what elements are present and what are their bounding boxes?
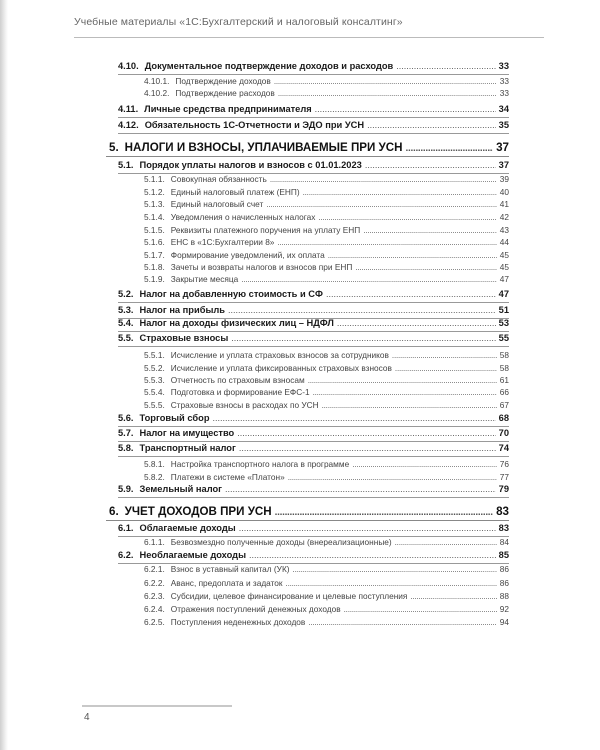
toc-separator-rule (118, 331, 509, 332)
toc-entry-title: Настройка транспортного налога в программе (170, 459, 350, 469)
toc-section-entry (118, 318, 509, 328)
toc-entry-title: Безвозмездно полученные доходы (внереализационные) (170, 537, 392, 547)
toc-subsection-entry (144, 350, 509, 360)
toc-entry-title: Транспортный налог (139, 443, 236, 453)
toc-subsection-entry (144, 604, 509, 614)
toc-leader-dots (308, 376, 497, 385)
toc-entry-page: 43 (499, 225, 509, 235)
toc-subsection-entry (144, 400, 509, 410)
toc-entry-page: 67 (499, 400, 509, 410)
toc-entry-title: Подтверждение доходов (175, 76, 271, 86)
toc-entry-title: Формирование уведомлений, их оплата (170, 250, 325, 260)
toc-section-entry (118, 428, 509, 438)
toc-subsection-entry (144, 212, 509, 222)
toc-subsection-entry (144, 174, 509, 184)
toc-entry-page: 45 (499, 262, 509, 272)
toc-entry-number: 5.4. (118, 318, 134, 328)
toc-entry-number: 5.8.1. (144, 459, 165, 469)
toc-entry-title: Подтверждение расходов (175, 88, 275, 98)
toc-leader-dots (328, 251, 497, 260)
toc-entry-page: 37 (496, 141, 509, 154)
toc-entry-number: 5.5.4. (144, 387, 165, 397)
toc-section-entry (118, 160, 509, 170)
toc-section-entry (118, 484, 509, 494)
toc-leader-dots (293, 565, 497, 574)
toc-subsection-entry (144, 187, 509, 197)
toc-entry-page: 79 (498, 484, 509, 494)
toc-entry-title: Налог на добавленную стоимость и СФ (139, 289, 323, 299)
toc-entry-number: 5. (109, 141, 119, 154)
toc-subsection-entry (144, 578, 509, 588)
toc-leader-dots (266, 200, 496, 209)
toc-entry-number: 4.10. (118, 61, 139, 71)
footer-rule (82, 705, 232, 707)
toc-entry-number: 6.1. (118, 523, 134, 533)
toc-entry-number: 6.2.4. (144, 604, 165, 614)
toc-leader-dots (396, 61, 495, 71)
toc-section-entry (118, 305, 509, 315)
toc-leader-dots (395, 538, 497, 547)
toc-leader-dots (237, 428, 495, 438)
toc-entry-page: 35 (498, 120, 509, 130)
toc-entry-title: Подготовка и формирование ЕФС-1 (170, 387, 310, 397)
toc-subsection-entry (144, 363, 509, 373)
toc-entry-number: 5.9. (118, 484, 134, 494)
toc-leader-dots (213, 413, 496, 423)
toc-leader-dots (275, 507, 493, 518)
toc-entry-number: 5.1.8. (144, 262, 165, 272)
toc-entry-title: Налог на имущество (139, 428, 235, 438)
toc-entry-page: 68 (498, 413, 509, 423)
toc-leader-dots (313, 388, 497, 397)
toc-subsection-entry (144, 250, 509, 260)
toc-leader-dots (239, 443, 496, 453)
toc-leader-dots (228, 305, 496, 315)
toc-entry-title: Налог на доходы физических лиц – НДФЛ (139, 318, 334, 328)
running-header: Учебные материалы «1С:Бухгалтерский и налоговый консалтинг» (74, 16, 403, 28)
toc-entry-title: Закрытие месяца (170, 274, 239, 284)
toc-entry-title: Единый налоговый счет (170, 199, 264, 209)
toc-entry-number: 4.10.2. (144, 88, 170, 98)
toc-entry-title: УЧЕТ ДОХОДОВ ПРИ УСН (124, 505, 272, 518)
toc-entry-number: 5.2. (118, 289, 134, 299)
toc-entry-page: 33 (499, 88, 509, 98)
toc-section-entry (118, 333, 509, 343)
toc-section-entry (118, 550, 509, 560)
toc-subsection-entry (144, 199, 509, 209)
toc-entry-page: 51 (498, 305, 509, 315)
toc-leader-dots (367, 120, 496, 130)
toc-entry-page: 40 (499, 187, 509, 197)
toc-entry-title: Единый налоговый платеж (ЕНП) (170, 187, 300, 197)
toc-entry-title: Совокупная обязанность (170, 174, 267, 184)
toc-subsection-entry (144, 617, 509, 627)
toc-leader-dots (318, 213, 496, 222)
toc-separator-rule (118, 74, 509, 75)
toc-leader-dots (322, 401, 497, 410)
toc-section-entry (118, 289, 509, 299)
toc-separator-rule (118, 133, 509, 134)
toc-entry-page: 76 (499, 459, 509, 469)
toc-entry-title: Платежи в системе «Платон» (170, 472, 285, 482)
toc-entry-number: 5.5.2. (144, 363, 165, 373)
toc-entry-number: 6.2.5. (144, 617, 165, 627)
toc-entry-page: 61 (499, 375, 509, 385)
toc-entry-page: 84 (499, 537, 509, 547)
toc-chapter-entry (109, 505, 509, 518)
toc-entry-number: 5.1.4. (144, 212, 165, 222)
toc-entry-page: 86 (499, 564, 509, 574)
toc-entry-page: 45 (499, 250, 509, 260)
toc-entry-page: 44 (499, 237, 509, 247)
toc-entry-title: Налог на прибыль (139, 305, 225, 315)
toc-entry-title: Субсидии, целевое финансирование и целевые поступления (170, 591, 408, 601)
toc-entry-number: 5.7. (118, 428, 134, 438)
toc-entry-number: 6.2. (118, 550, 134, 560)
toc-entry-number: 5.1.7. (144, 250, 165, 260)
toc-entry-title: Личные средства предпринимателя (144, 104, 312, 114)
toc-subsection-entry (144, 237, 509, 247)
toc-entry-number: 5.3. (118, 305, 134, 315)
toc-separator-rule (118, 346, 509, 347)
toc-leader-dots (274, 77, 497, 86)
toc-subsection-entry (144, 262, 509, 272)
toc-leader-dots (231, 333, 495, 343)
toc-leader-dots (225, 484, 496, 494)
toc-entry-page: 33 (498, 61, 509, 71)
toc-entry-title: Документальное подтверждение доходов и расходов (144, 61, 394, 71)
toc-entry-number: 6.1.1. (144, 537, 165, 547)
toc-section-entry (118, 443, 509, 453)
toc-entry-page: 83 (498, 523, 509, 533)
toc-entry-number: 6.2.3. (144, 591, 165, 601)
toc-entry-number: 6.2.2. (144, 578, 165, 588)
toc-entry-page: 37 (498, 160, 509, 170)
toc-leader-dots (352, 460, 497, 469)
toc-entry-number: 5.8. (118, 443, 134, 453)
toc-entry-page: 34 (498, 104, 509, 114)
toc-entry-page: 58 (499, 363, 509, 373)
toc-leader-dots (365, 160, 496, 170)
toc-entry-number: 6. (109, 505, 119, 518)
toc-entry-page: 41 (499, 199, 509, 209)
toc-leader-dots (315, 104, 496, 114)
toc-leader-dots (286, 579, 497, 588)
toc-subsection-entry (144, 225, 509, 235)
toc-subsection-entry (144, 88, 509, 98)
toc-entry-page: 74 (498, 443, 509, 453)
toc-separator-rule (106, 520, 509, 521)
toc-subsection-entry (144, 537, 509, 547)
toc-entry-page: 33 (499, 76, 509, 86)
toc-separator-rule (106, 156, 509, 157)
toc-entry-page: 47 (499, 274, 509, 284)
toc-subsection-entry (144, 564, 509, 574)
toc-leader-dots (326, 289, 496, 299)
toc-entry-number: 5.1.9. (144, 274, 165, 284)
toc-entry-title: Поступления неденежных доходов (170, 617, 306, 627)
toc-leader-dots (241, 275, 496, 284)
toc-entry-title: Отчетность по страховым взносам (170, 375, 305, 385)
toc-leader-dots (344, 605, 497, 614)
toc-entry-number: 5.1. (118, 160, 134, 170)
toc-entry-page: 94 (499, 617, 509, 627)
toc-entry-page: 83 (496, 505, 509, 518)
toc-entry-page: 88 (499, 591, 509, 601)
toc-entry-title: Облагаемые доходы (139, 523, 236, 533)
toc-entry-page: 70 (498, 428, 509, 438)
toc-entry-number: 4.11. (118, 104, 139, 114)
toc-subsection-entry (144, 375, 509, 385)
toc-separator-rule (118, 497, 509, 498)
toc-section-entry (118, 523, 509, 533)
toc-leader-dots (278, 89, 497, 98)
toc-leader-dots (249, 550, 496, 560)
toc-leader-dots (239, 523, 496, 533)
toc-leader-dots (270, 175, 497, 184)
toc-leader-dots (308, 618, 496, 627)
toc-entry-title: Необлагаемые доходы (139, 550, 247, 560)
toc-subsection-entry (144, 591, 509, 601)
toc-leader-dots (395, 364, 497, 373)
toc-leader-dots (337, 318, 496, 328)
toc-entry-title: Реквизиты платежного поручения на уплату ЕНП (170, 225, 361, 235)
toc-separator-rule (118, 441, 509, 442)
toc-leader-dots (277, 238, 496, 247)
toc-leader-dots (303, 188, 497, 197)
toc-entry-page: 92 (499, 604, 509, 614)
toc-section-entry (118, 61, 509, 71)
toc-entry-page: 66 (499, 387, 509, 397)
toc-subsection-entry (144, 274, 509, 284)
toc-leader-dots (410, 592, 496, 601)
toc-entry-page: 42 (499, 212, 509, 222)
toc-entry-title: Зачеты и возвраты налогов и взносов при ЕНП (170, 262, 353, 272)
toc-entry-number: 5.1.5. (144, 225, 165, 235)
toc-section-entry (118, 104, 509, 114)
toc-subsection-entry (144, 76, 509, 86)
toc-entry-title: Порядок уплаты налогов и взносов с 01.01.2023 (139, 160, 362, 170)
toc-entry-title: Уведомления о начисленных налогах (170, 212, 316, 222)
toc-separator-rule (118, 456, 509, 457)
toc-entry-number: 5.8.2. (144, 472, 165, 482)
toc-entry-title: НАЛОГИ И ВЗНОСЫ, УПЛАЧИВАЕМЫЕ ПРИ УСН (124, 141, 403, 154)
toc-entry-title: ЕНС в «1С:Бухгалтерии 8» (170, 237, 275, 247)
toc-entry-title: Страховые взносы в расходах по УСН (170, 400, 319, 410)
toc-chapter-entry (109, 141, 509, 154)
toc-entry-title: Обязательность 1С-Отчетности и ЭДО при УСН (144, 120, 365, 130)
toc-leader-dots (355, 263, 496, 272)
toc-entry-title: Отражения поступлений денежных доходов (170, 604, 341, 614)
toc-entry-number: 5.5.5. (144, 400, 165, 410)
toc-entry-title: Взнос в уставный капитал (УК) (170, 564, 290, 574)
toc-entry-page: 55 (498, 333, 509, 343)
toc-entry-page: 58 (499, 350, 509, 360)
toc-entry-number: 5.1.6. (144, 237, 165, 247)
toc-separator-rule (118, 426, 509, 427)
toc-entry-title: Земельный налог (139, 484, 223, 494)
toc-section-entry (118, 413, 509, 423)
toc-separator-rule (118, 302, 509, 303)
toc-leader-dots (406, 143, 494, 154)
toc-entry-page: 53 (498, 318, 509, 328)
toc-entry-number: 5.6. (118, 413, 134, 423)
toc-entry-title: Исчисление и уплата страховых взносов за сотрудников (170, 350, 389, 360)
toc-subsection-entry (144, 459, 509, 469)
toc-leader-dots (392, 351, 497, 360)
toc-entry-page: 77 (499, 472, 509, 482)
toc-entry-title: Исчисление и уплата фиксированных страховых взносов (170, 363, 392, 373)
toc-entry-number: 5.1.3. (144, 199, 165, 209)
toc-entry-title: Торговый сбор (139, 413, 210, 423)
toc-entry-number: 5.1.1. (144, 174, 165, 184)
toc-subsection-entry (144, 387, 509, 397)
toc-entry-page: 86 (499, 578, 509, 588)
toc-entry-page: 47 (498, 289, 509, 299)
toc-leader-dots (363, 226, 497, 235)
toc-entry-number: 5.5.3. (144, 375, 165, 385)
toc-separator-rule (118, 117, 509, 118)
toc-entry-page: 85 (498, 550, 509, 560)
toc-entry-number: 4.12. (118, 120, 139, 130)
toc-section-entry (118, 120, 509, 130)
toc-entry-number: 6.2.1. (144, 564, 165, 574)
toc-entry-number: 5.5.1. (144, 350, 165, 360)
toc-entry-page: 39 (499, 174, 509, 184)
toc-entry-number: 5.1.2. (144, 187, 165, 197)
toc-entry-title: Страховые взносы (139, 333, 229, 343)
toc-entry-title: Аванс, предоплата и задаток (170, 578, 283, 588)
page-number: 4 (84, 712, 90, 723)
toc-entry-number: 5.5. (118, 333, 134, 343)
toc-entry-number: 4.10.1. (144, 76, 170, 86)
toc-leader-dots (288, 473, 497, 482)
toc-subsection-entry (144, 472, 509, 482)
